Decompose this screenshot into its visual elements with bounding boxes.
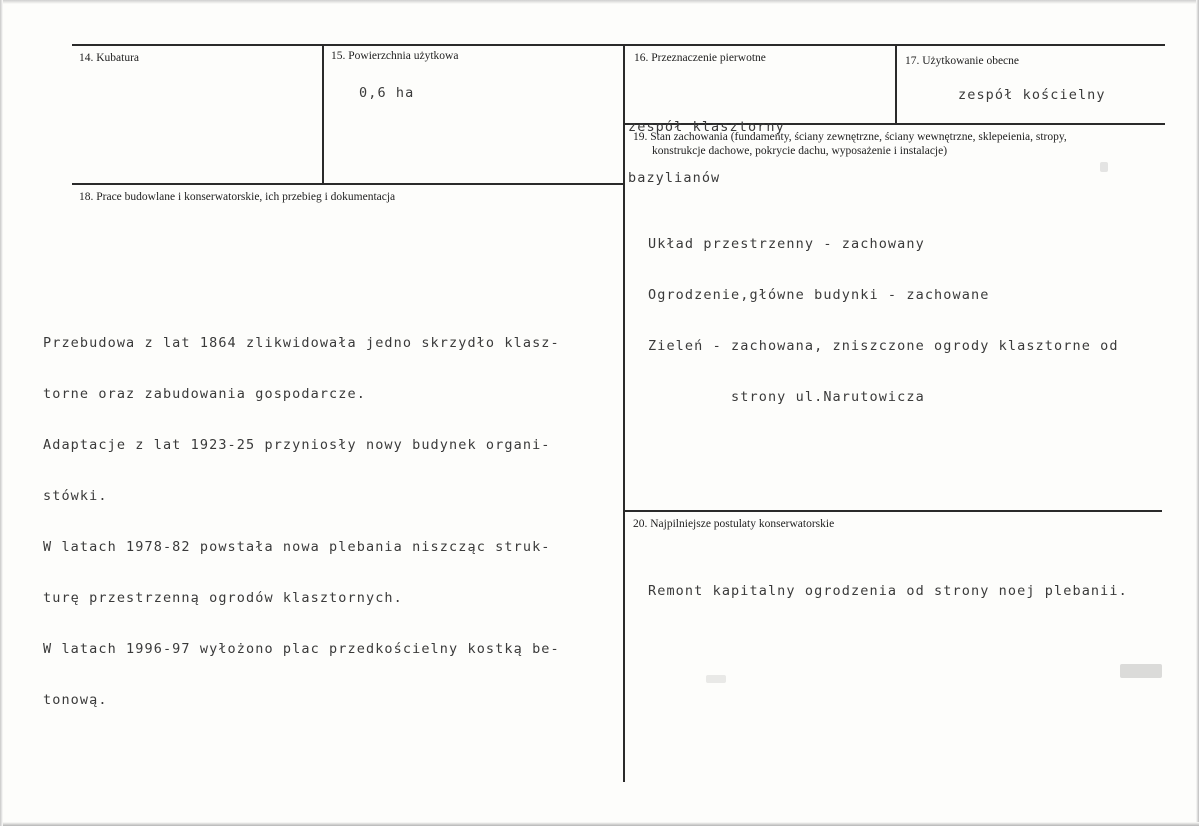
field-15-value: 0,6 ha [359, 85, 415, 101]
divider-16-17 [895, 44, 897, 125]
field-19-line: Układ przestrzenny - zachowany [648, 236, 925, 252]
field-18-line: tonową. [43, 692, 108, 708]
field-18-value [43, 301, 560, 726]
field-18-line: W latach 1996-97 wyłożono plac przedkościelny kostką be- [43, 641, 560, 657]
field-18-line: stówki. [43, 488, 108, 504]
field-19-label-line2: konstrukcje dachowe, pokrycie dachu, wyposażenie i instalacje) [652, 145, 948, 157]
divider-left-right [623, 44, 625, 782]
field-18-label: 18. Prace budowlane i konserwatorskie, ich przebieg i dokumentacja [79, 191, 396, 203]
paper-bottom-edge [0, 822, 1199, 826]
scan-smudge [1120, 664, 1162, 678]
form-top-rule [72, 44, 1165, 46]
field-19-line: strony ul.Narutowicza [648, 389, 925, 405]
scan-smudge [1100, 162, 1108, 172]
scan-smudge [706, 675, 726, 683]
field-18-line: turę przestrzenną ogrodów klasztornych. [43, 590, 403, 606]
field-19-line: Zieleń - zachowana, zniszczone ogrody klasztorne od [648, 338, 1119, 354]
field-19-value [648, 202, 1119, 423]
paper-top-edge [0, 0, 1199, 4]
field-19-label-line1: 19. Stan zachowania (fundamenty, ściany zewnętrzne, ściany wewnętrzne, sklepeienia, stropy, [633, 131, 1067, 143]
field-16-line: zespół klasztorny [628, 119, 785, 135]
field-17-value: zespół kościelny [958, 87, 1106, 103]
field-20-label: 20. Najpilniejsze postulaty konserwatorskie [633, 518, 835, 530]
rule-below-fields-14-15 [72, 183, 625, 185]
field-18-line: Przebudowa z lat 1864 zlikwidowała jedno skrzydło klasz- [43, 335, 560, 351]
field-16-label: 16. Przeznaczenie pierwotne [634, 52, 766, 64]
field-15-label: 15. Powierzchnia użytkowa [331, 50, 459, 62]
field-16-line: bazylianów [628, 170, 721, 186]
divider-14-15 [322, 44, 324, 185]
field-20-value: Remont kapitalny ogrodzenia od strony noej plebanii. [648, 583, 1128, 599]
field-18-line: Adaptacje z lat 1923-25 przyniosły nowy budynek organi- [43, 437, 551, 453]
field-19-line: Ogrodzenie,główne budynki - zachowane [648, 287, 990, 303]
rule-above-field-20 [624, 510, 1162, 512]
field-18-line: W latach 1978-82 powstała nowa plebania niszcząc struk- [43, 539, 551, 555]
field-17-label: 17. Użytkowanie obecne [905, 55, 1020, 67]
field-14-label: 14. Kubatura [79, 52, 140, 64]
field-18-line: torne oraz zabudowania gospodarcze. [43, 386, 366, 402]
paper-left-edge [0, 0, 3, 826]
